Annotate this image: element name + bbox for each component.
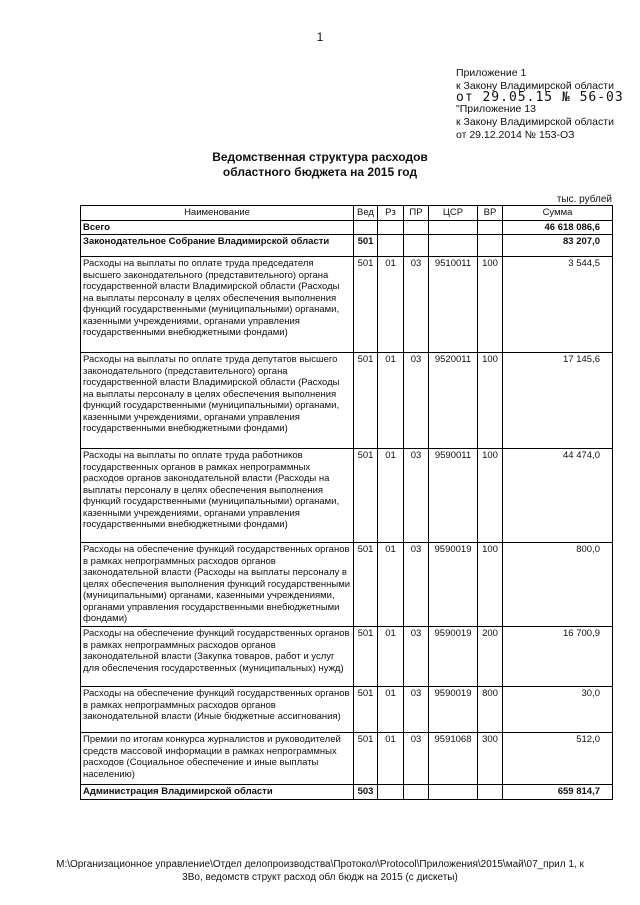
row-name: Расходы на выплаты по оплате труда председателя высшего законодательного (представительного) органа государственной власти Владимирской области (Расходы на выплаты персоналу в целях обеспечения выполнения функций государственными (муниципальными) органами, казенными учреждениями, органами управления государственными внебюджетными фондами) — [81, 257, 354, 353]
row-pr: 03 — [404, 353, 429, 449]
row-rz: 01 — [378, 627, 404, 687]
row-vr: 100 — [478, 543, 503, 627]
annex-line: от 29.12.2014 № 153-ОЗ — [456, 129, 575, 141]
units-label: тыс. рублей — [556, 194, 612, 205]
table-row — [81, 627, 613, 687]
annex-header — [456, 67, 624, 142]
row-sum: 3 544,5 — [503, 257, 613, 353]
row-sum: 800,0 — [503, 543, 613, 627]
row-pr: 03 — [404, 687, 429, 733]
document-title — [0, 150, 640, 180]
row-name: Всего — [81, 220, 354, 235]
table-row — [81, 543, 613, 627]
row-vr — [478, 785, 503, 800]
table-row — [81, 257, 613, 353]
row-vr: 100 — [478, 257, 503, 353]
row-sum: 659 814,7 — [503, 785, 613, 800]
row-vr: 800 — [478, 687, 503, 733]
row-ved: 501 — [354, 257, 378, 353]
row-rz: 01 — [378, 257, 404, 353]
row-csr: 9591068 — [429, 733, 478, 785]
row-sum: 17 145,6 — [503, 353, 613, 449]
row-pr: 03 — [404, 627, 429, 687]
row-ved: 501 — [354, 235, 378, 257]
column-header-vr: ВР — [478, 206, 503, 221]
row-ved — [354, 220, 378, 235]
table-header-row — [81, 206, 613, 221]
annex-line: к Закону Владимирской области — [456, 80, 614, 92]
row-sum: 44 474,0 — [503, 449, 613, 543]
table-row-department — [81, 235, 613, 257]
table-row — [81, 449, 613, 543]
row-ved: 501 — [354, 353, 378, 449]
row-pr — [404, 220, 429, 235]
row-rz — [378, 785, 404, 800]
row-csr — [429, 785, 478, 800]
row-pr — [404, 785, 429, 800]
row-ved: 501 — [354, 733, 378, 785]
row-vr: 100 — [478, 353, 503, 449]
table-row — [81, 733, 613, 785]
column-header-name: Наименование — [81, 206, 354, 221]
column-header-pr: ПР — [404, 206, 429, 221]
column-header-csr: ЦСР — [429, 206, 478, 221]
row-pr: 03 — [404, 543, 429, 627]
annex-line: к Закону Владимирской области — [456, 116, 614, 128]
handwritten-date-number: от 29.05.15 № 56-03 — [456, 90, 624, 105]
row-csr — [429, 235, 478, 257]
row-ved: 501 — [354, 627, 378, 687]
column-header-sum: Сумма — [503, 206, 613, 221]
row-vr — [478, 220, 503, 235]
footer-line: 3Во, ведомств структ расход обл бюдж на 2015 (с дискеты) — [182, 872, 458, 883]
table-row-total — [81, 220, 613, 235]
file-path-footer — [30, 858, 610, 884]
row-vr: 100 — [478, 449, 503, 543]
row-sum: 83 207,0 — [503, 235, 613, 257]
row-rz — [378, 220, 404, 235]
row-csr — [429, 220, 478, 235]
title-line: Ведомственная структура расходов — [212, 150, 428, 164]
row-rz: 01 — [378, 687, 404, 733]
row-name: Расходы на выплаты по оплате труда работников государственных органов в рамках непрограммных расходов органов законодательной власти (Расходы на выплаты персоналу в целях обеспечения выполнения функций государственными (муниципальными) органами, казенными учреждениями, органами управления государственными внебюджетными фондами) — [81, 449, 354, 543]
column-header-rz: Рз — [378, 206, 404, 221]
page-number: 1 — [316, 30, 324, 44]
title-line: областного бюджета на 2015 год — [222, 165, 418, 179]
row-sum: 46 618 086,6 — [503, 220, 613, 235]
row-sum: 16 700,9 — [503, 627, 613, 687]
row-name: Расходы на выплаты по оплате труда депутатов высшего законодательного (представительного) органа государственной власти Владимирской области (Расходы на выплаты персоналу в целях обеспечения выполнения функций государственными (муниципальными) органами, казенными учреждениями, органами управления государственными внебюджетными фондами) — [81, 353, 354, 449]
row-pr: 03 — [404, 257, 429, 353]
row-pr: 03 — [404, 733, 429, 785]
row-rz — [378, 235, 404, 257]
row-name: Расходы на обеспечение функций государственных органов в рамках непрограммных расходов органов законодательной власти (Иные бюджетные ассигнования) — [81, 687, 354, 733]
row-name: Премии по итогам конкурса журналистов и руководителей средств массовой информации в рамках непрограммных расходов (Социальное обеспечение и иные выплаты населению) — [81, 733, 354, 785]
row-vr: 300 — [478, 733, 503, 785]
row-rz: 01 — [378, 449, 404, 543]
row-pr: 03 — [404, 449, 429, 543]
row-sum: 512,0 — [503, 733, 613, 785]
footer-line: M:\Организационное управление\Отдел делопроизводства\Протокол\Protocol\Приложения\2015\май\07_прил 1, к — [56, 859, 584, 870]
row-rz: 01 — [378, 543, 404, 627]
row-name: Законодательное Собрание Владимирской области — [81, 235, 354, 257]
row-ved: 501 — [354, 687, 378, 733]
row-csr: 9590019 — [429, 627, 478, 687]
expenditure-table — [80, 205, 613, 800]
row-rz: 01 — [378, 353, 404, 449]
row-name: Расходы на обеспечение функций государственных органов в рамках непрограммных расходов органов законодательной власти (Закупка товаров, работ и услуг для обеспечения государственных (муниципальных) нужд) — [81, 627, 354, 687]
row-csr: 9590019 — [429, 687, 478, 733]
row-pr — [404, 235, 429, 257]
row-name: Расходы на обеспечение функций государственных органов в рамках непрограммных расходов органов законодательной власти (Расходы на выплаты персоналу в целях обеспечения выполнения функций государственными (муниципальными) органами, казенными учреждениями, органами управления государственными внебюджетными фондами) — [81, 543, 354, 627]
column-header-ved: Вед — [354, 206, 378, 221]
row-vr: 200 — [478, 627, 503, 687]
row-rz: 01 — [378, 733, 404, 785]
row-vr — [478, 235, 503, 257]
row-ved: 503 — [354, 785, 378, 800]
table-row-department — [81, 785, 613, 800]
row-ved: 501 — [354, 449, 378, 543]
row-csr: 9590011 — [429, 449, 478, 543]
row-csr: 9510011 — [429, 257, 478, 353]
row-csr: 9520011 — [429, 353, 478, 449]
table-row — [81, 353, 613, 449]
row-csr: 9590019 — [429, 543, 478, 627]
row-sum: 30,0 — [503, 687, 613, 733]
row-name: Администрация Владимирской области — [81, 785, 354, 800]
annex-line: "Приложение 13 — [456, 103, 536, 115]
table-row — [81, 687, 613, 733]
annex-line: Приложение 1 — [456, 67, 527, 79]
row-ved: 501 — [354, 543, 378, 627]
